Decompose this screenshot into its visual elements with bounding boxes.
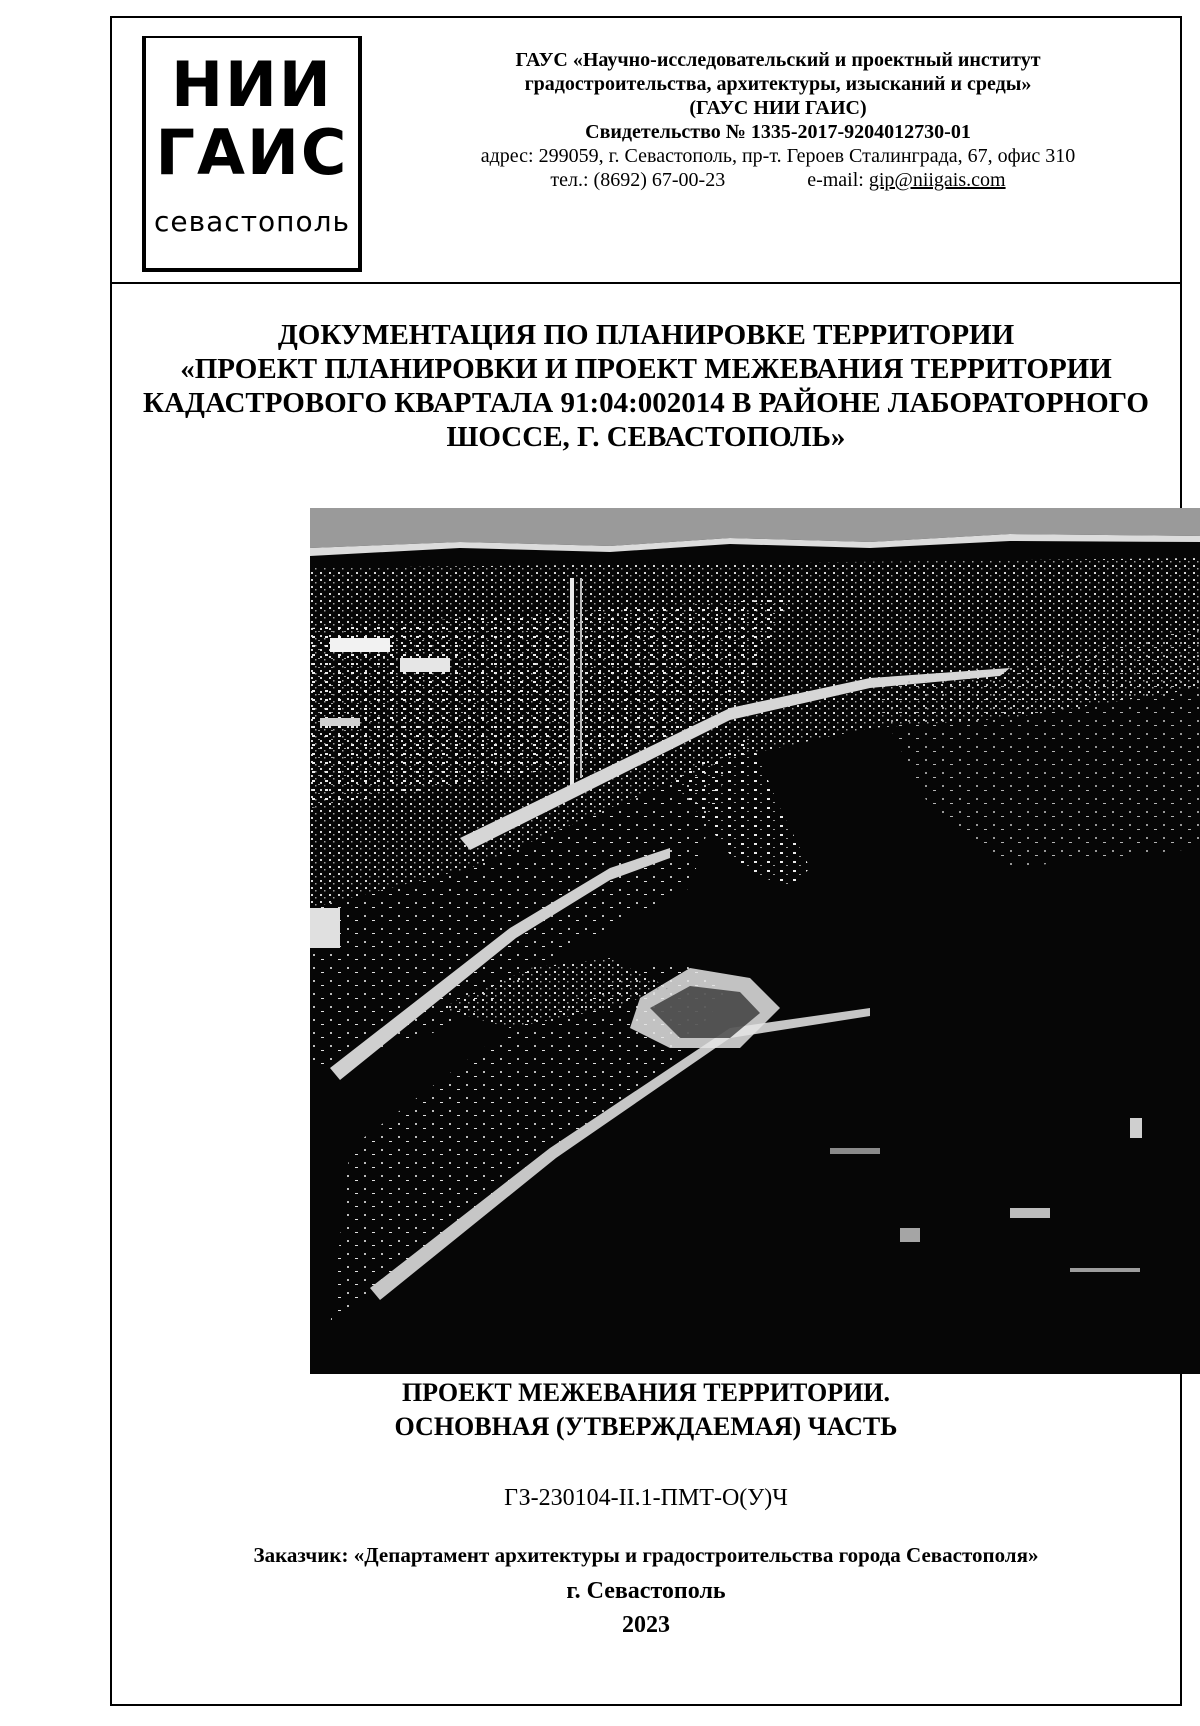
header-block	[112, 18, 1180, 284]
title-line-3: КАДАСТРОВОГО КВАРТАЛА 91:04:002014 В РАЙОНЕ ЛАБОРАТОРНОГО	[143, 387, 1149, 419]
org-name-line-2: градостроительства, архитектуры, изысканий и среды»	[524, 73, 1032, 95]
document-title	[112, 318, 1180, 454]
title-line-1: ДОКУМЕНТАЦИЯ ПО ПЛАНИРОВКЕ ТЕРРИТОРИИ	[277, 319, 1015, 351]
organization-info	[382, 48, 1174, 192]
org-name-line-1: ГАУС «Научно-исследовательский и проектный институт	[515, 49, 1041, 71]
org-address: адрес: 299059, г. Севастополь, пр-т. Героев Сталинграда, 67, офис 310	[480, 145, 1076, 167]
city-line: г. Севастополь	[566, 1578, 726, 1604]
section-subtitle	[112, 1376, 1180, 1444]
page-frame	[110, 16, 1182, 1706]
org-certificate: Свидетельство № 1335-2017-9204012730-01	[585, 121, 971, 143]
title-line-4: ШОССЕ, Г. СЕВАСТОПОЛЬ»	[446, 421, 846, 453]
institute-logo	[142, 36, 362, 272]
org-email-block	[807, 168, 1005, 192]
org-phone: тел.: (8692) 67-00-23	[550, 169, 726, 191]
org-email-label: e-mail:	[807, 169, 864, 191]
aerial-photo	[310, 508, 1200, 1374]
org-short-name: (ГАУС НИИ ГАИС)	[689, 97, 867, 119]
logo-line-3: севастополь	[154, 205, 350, 238]
org-contacts	[382, 168, 1174, 192]
subtitle-line-1: ПРОЕКТ МЕЖЕВАНИЯ ТЕРРИТОРИИ.	[401, 1378, 891, 1407]
document-code: ГЗ-230104-II.1-ПМТ-О(У)Ч	[504, 1485, 788, 1511]
customer-line: Заказчик: «Департамент архитектуры и градостроительства города Севастополя»	[253, 1543, 1039, 1567]
title-line-2: «ПРОЕКТ ПЛАНИРОВКИ И ПРОЕКТ МЕЖЕВАНИЯ ТЕРРИТОРИИ	[180, 353, 1112, 385]
year-line: 2023	[622, 1612, 670, 1638]
logo-line-2: ГАИС	[155, 116, 349, 189]
org-email-link[interactable]: gip@niigais.com	[868, 169, 1006, 191]
subtitle-line-2: ОСНОВНАЯ (УТВЕРЖДАЕМАЯ) ЧАСТЬ	[394, 1412, 898, 1441]
logo-line-1: НИИ	[171, 48, 333, 121]
